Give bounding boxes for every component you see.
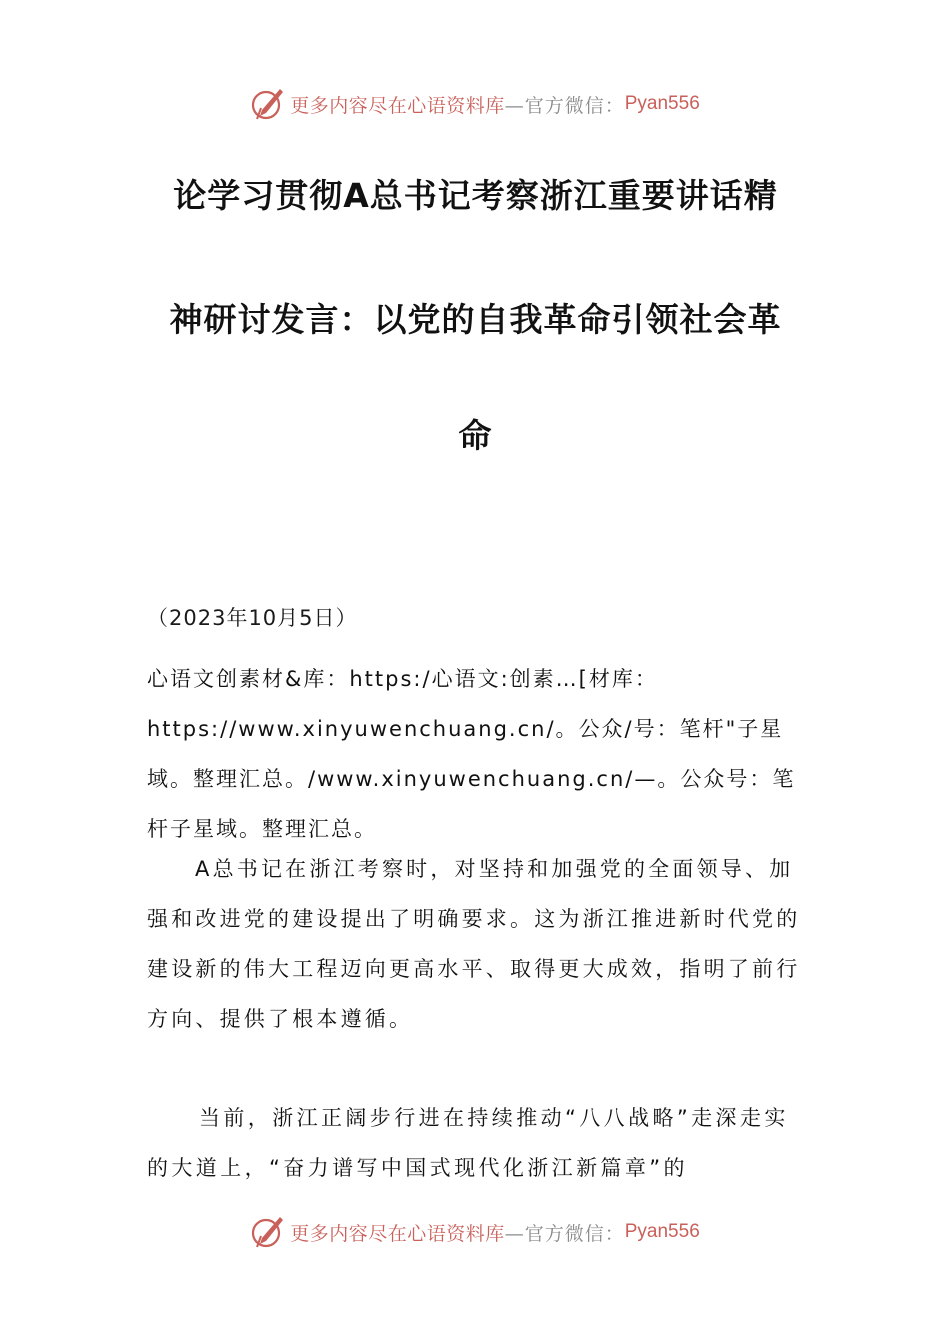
- quill-pen-logo-icon: [250, 86, 286, 122]
- watermark-site-text: 更多内容尽在心语资料库: [290, 1222, 505, 1245]
- watermark-wechat-label: —官方微信：: [504, 1222, 625, 1245]
- document-date: （2023年10月5日）: [147, 606, 358, 630]
- watermark-wechat-id: Pyan556: [624, 93, 700, 114]
- document-title-line-3: 命: [458, 416, 493, 455]
- watermark-wechat-label: —官方微信：: [504, 94, 625, 117]
- quill-pen-logo-icon: [250, 1214, 286, 1250]
- watermark-site-text: 更多内容尽在心语资料库: [290, 94, 505, 117]
- watermark-header: [0, 84, 950, 124]
- document-title-line-2: 神研讨发言：以党的自我革命引领社会革: [169, 300, 782, 339]
- source-note: 心语文创素材&库：https:/心语文:创素…[材库：https://www.xinyuwenchuang.cn/。公众/号：笔杆"子星域。整理汇总。/www.xinyuwenchuang.cn/—。公众号：笔杆子星域。整理汇总。: [147, 667, 796, 841]
- document-title-line-1: 论学习贯彻A总书记考察浙江重要讲话精: [173, 176, 778, 215]
- body-paragraph-1: A总书记在浙江考察时，对坚持和加强党的全面领导、加强和改进党的建设提出了明确要求。这为浙江推进新时代党的建设新的伟大工程迈向更高水平、取得更大成效，指明了前行方向、提供了根本遵循。: [147, 857, 801, 1031]
- watermark-footer: [0, 1212, 950, 1252]
- body-paragraph-2: 当前，浙江正阔步行进在持续推动“八八战略”走深走实的大道上，“奋力谱写中国式现代化浙江新篇章”的: [147, 1106, 789, 1180]
- watermark-wechat-id: Pyan556: [624, 1221, 700, 1242]
